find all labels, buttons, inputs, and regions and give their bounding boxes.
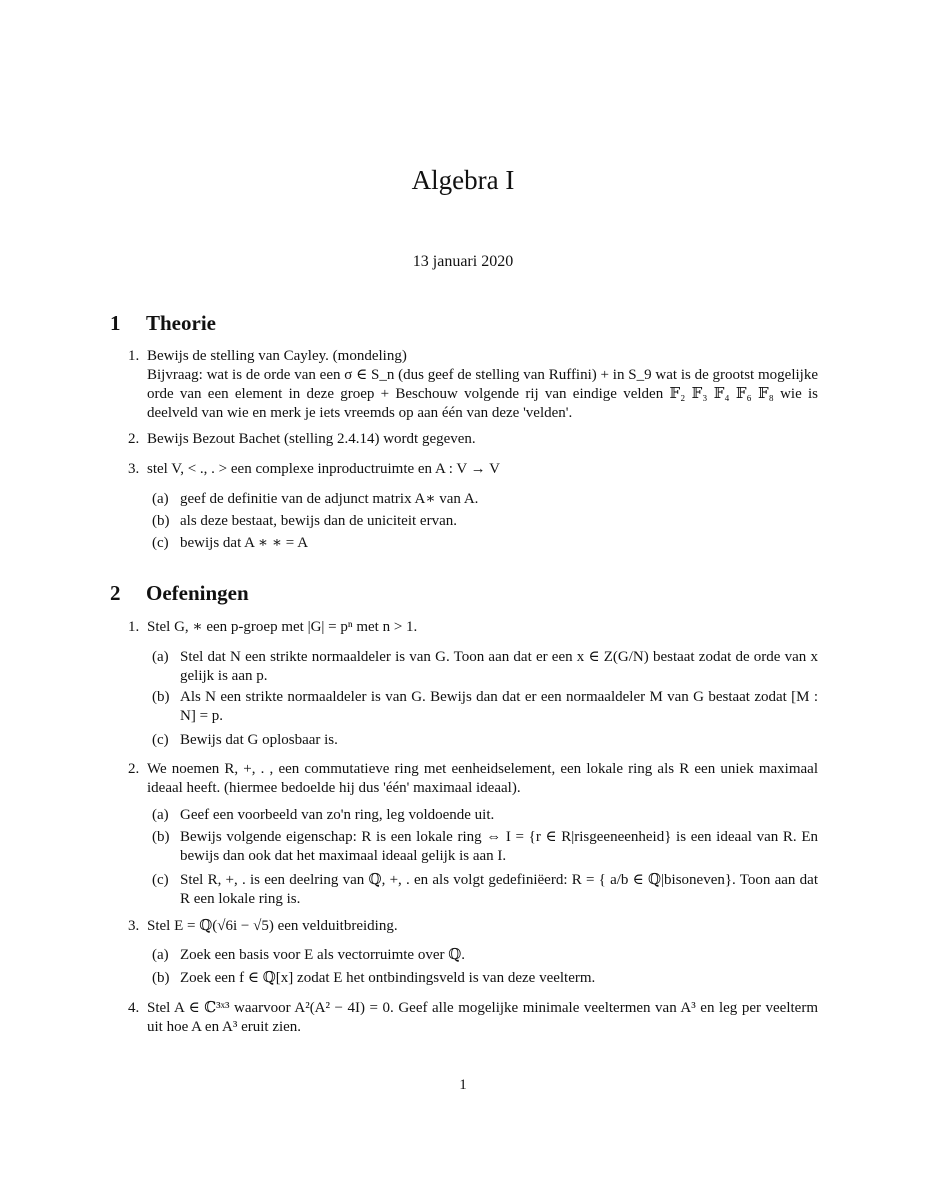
sub-item-text: Zoek een basis voor E als vectorruimte over ℚ. — [180, 947, 466, 963]
list-item — [128, 460, 818, 479]
sub-item — [152, 946, 818, 965]
sub-item-text: geef de definitie van de adjunct matrix A∗ van A. — [180, 491, 479, 507]
list-item — [128, 760, 818, 798]
item-text: Bewijs Bezout Bachet (stelling 2.4.14) wordt gegeven. — [147, 431, 476, 447]
sub-item-text: bewijs dat A ∗ ∗ = A — [180, 535, 309, 551]
sub-item-text: Zoek een f ∈ ℚ[x] zodat E het ontbindingsveld is van deze veelterm. — [180, 970, 596, 986]
sub-item — [152, 969, 818, 988]
item-number: 2. — [128, 431, 140, 447]
sub-item-text: Bewijs dat G oplosbaar is. — [180, 732, 338, 748]
sub-item-text: als deze bestaat, bewijs dan de uniciteit ervan. — [180, 513, 457, 529]
document-date: 13 januari 2020 — [412, 253, 514, 270]
sub-item — [152, 828, 818, 866]
item-text: We noemen R, +, . , een commutatieve ring met eenheidselement, een lokale ring als R een uniek maximaal ideaal heeft. (hiermee bedoelde hij dus 'één' maximaal ideaal). — [147, 761, 818, 796]
sub-item-text: Geef een voorbeeld van zo'n ring, leg voldoende uit. — [180, 807, 495, 823]
sub-item-label: (b) — [152, 513, 170, 529]
sub-item — [152, 731, 818, 750]
sub-item-label: (c) — [152, 732, 169, 748]
section-number: 1 — [110, 311, 121, 335]
sub-item-text: Stel R, +, . is een deelring van ℚ, +, . en als volgt gedefiniëerd: R = { a/b ∈ ℚ|bisoneven}. Toon aan dat R een lokale ring is. — [180, 872, 818, 907]
list-item — [128, 917, 818, 936]
sub-item-label: (a) — [152, 491, 169, 507]
list-item — [128, 999, 818, 1037]
page-number: 1 — [459, 1077, 467, 1093]
sub-item-text: Stel dat N een strikte normaaldeler is van G. Toon aan dat er een x ∈ Z(G/N) bestaat zodat de orde van x gelijk is aan p. — [180, 649, 818, 684]
item-text: Bewijs de stelling van Cayley. (mondeling) — [147, 348, 407, 364]
sub-item-label: (a) — [152, 649, 169, 665]
list-item — [128, 430, 818, 449]
sub-item — [152, 534, 818, 553]
sub-item-label: (a) — [152, 807, 169, 823]
section-number: 2 — [110, 581, 121, 605]
sub-item-label: (a) — [152, 947, 169, 963]
item-number: 3. — [128, 461, 140, 477]
section-title: Theorie — [146, 311, 216, 335]
sub-item — [152, 806, 818, 825]
item-text: Stel E = ℚ(√6i − √5) een velduitbreiding. — [147, 918, 398, 934]
sub-item-text: Als N een strikte normaaldeler is van G. Bewijs dan dat er een normaaldeler M van G bestaat zodat [M : N] = p. — [180, 689, 818, 724]
sub-item-label: (b) — [152, 829, 170, 845]
sub-item-label: (c) — [152, 535, 169, 551]
sub-item — [152, 871, 818, 909]
section-heading — [110, 310, 216, 336]
list-item — [128, 347, 818, 423]
item-number: 4. — [128, 1000, 140, 1016]
list-item — [128, 618, 818, 637]
item-text: Bijvraag: wat is de orde van een σ ∈ S_n (dus geef de stelling van Ruffini) + in S_9 wat is de grootst mogelijke orde van een element in deze groep + Beschouw volgende rij van eindige velden 𝔽₂ 𝔽₃ 𝔽₄ 𝔽₆ 𝔽₈ wie is deelveld van wie en merk je iets vreemds op aan één van deze 'velden'. — [147, 367, 818, 421]
item-text: Stel A ∈ ℂ³ˣ³ waarvoor A²(A² − 4I) = 0. Geef alle mogelijke minimale veeltermen van A³ en leg per veelterm uit hoe A en A³ eruit zien. — [147, 1000, 818, 1035]
sub-item — [152, 688, 818, 726]
item-text: Stel G, ∗ een p-groep met |G| = pⁿ met n > 1. — [147, 619, 418, 635]
document-title: Algebra I — [411, 165, 515, 195]
item-number: 2. — [128, 761, 140, 777]
sub-item-label: (b) — [152, 689, 170, 705]
section-title: Oefeningen — [146, 581, 249, 605]
sub-item — [152, 648, 818, 686]
sub-item-label: (b) — [152, 970, 170, 986]
item-number: 1. — [128, 619, 140, 635]
item-number: 1. — [128, 348, 140, 364]
sub-item — [152, 490, 818, 509]
section-heading — [110, 580, 249, 606]
item-text: stel V, < ., . > een complexe inproductruimte en A : V → V — [147, 461, 500, 477]
sub-item-label: (c) — [152, 872, 169, 888]
sub-item — [152, 512, 818, 531]
sub-item-text: Bewijs volgende eigenschap: R is een lokale ring ⇔ I = {r ∈ R|risgeeneenheid} is een ideaal van R. En bewijs dan ook dat het maximaal ideaal gelijk is aan I. — [180, 829, 818, 864]
item-number: 3. — [128, 918, 140, 934]
